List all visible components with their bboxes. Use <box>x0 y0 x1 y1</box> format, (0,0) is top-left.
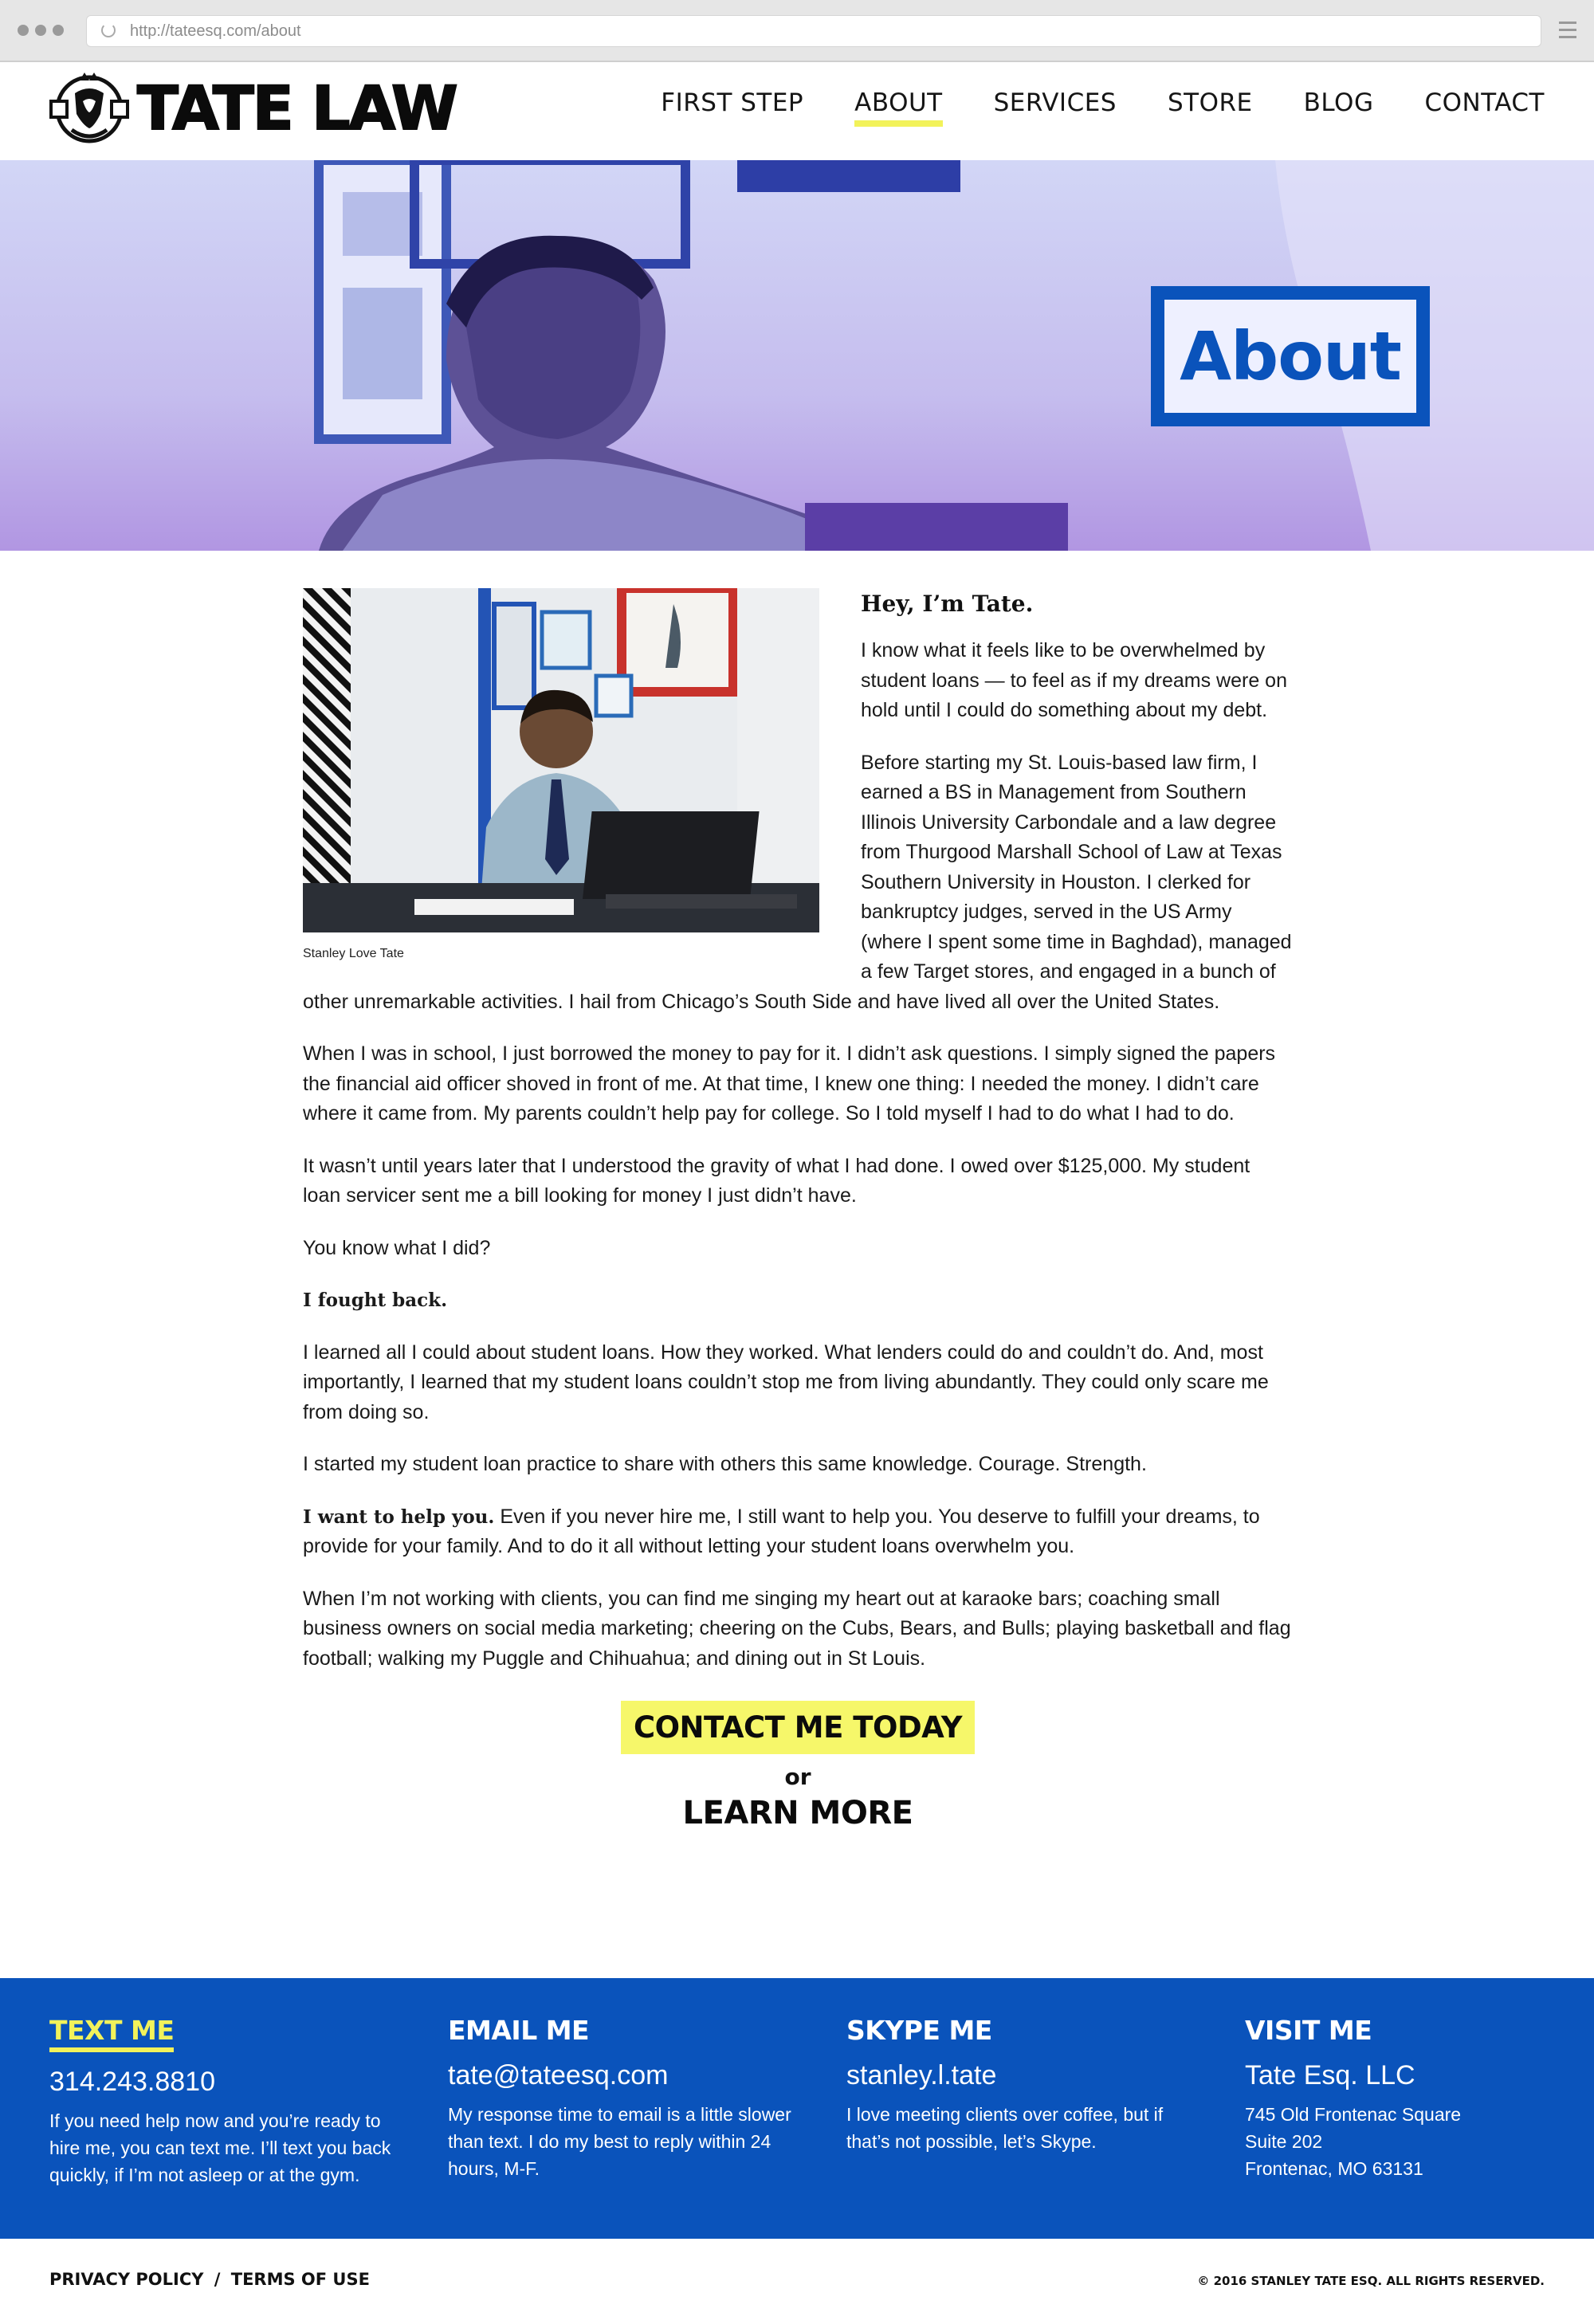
site-footer <box>0 1978 1594 2239</box>
paragraph-1: I know what it feels like to be overwhelmed by student loans — to feel as if my dreams were on hold until I could do something about my debt. <box>861 639 1287 721</box>
paragraph-10: When I’m not working with clients, you can find me singing my heart out at karaoke bars; coaching small business owners on social media marketing; cheering on the Cubs, Bears, and Bulls; playing basketball and flag football; walking my Puggle and Chihuahua; and dining out in St Louis. <box>303 1587 1291 1670</box>
lion-crest-icon <box>48 69 131 147</box>
browser-chrome <box>0 0 1594 62</box>
page-title: About <box>1180 317 1401 395</box>
paragraph-8: I started my student loan practice to share with others this same knowledge. Courage. Strength. <box>303 1453 1147 1475</box>
footer-heading-skype-me: SKYPE ME <box>846 2015 992 2046</box>
address-line-2: Suite 202 <box>1245 2131 1323 2152</box>
cta-block <box>303 1696 1293 1831</box>
window-close-dot[interactable] <box>18 25 29 36</box>
nav-first-step[interactable]: FIRST STEP <box>661 88 804 117</box>
footer-heading-visit-me: VISIT ME <box>1245 2015 1372 2046</box>
cta-or: or <box>784 1764 811 1790</box>
footer-email-me <box>448 2015 799 2182</box>
footer-heading-text-me: TEXT ME <box>49 2015 174 2052</box>
footer-text-desc: If you need help now and you’re ready to hire me, you can text me. I’ll text you back quickly, if I’m not asleep or at the gym. <box>49 2110 391 2185</box>
contact-me-today-button[interactable]: CONTACT ME TODAY <box>621 1701 975 1754</box>
paragraph-4: It wasn’t until years later that I understood the gravity of what I had done. I owed over $125,000. My student loan servicer sent me a bill looking for money I just didn’t have. <box>303 1154 1250 1207</box>
paragraph-2: Before starting my St. Louis-based law firm, I earned a BS in Management from Southern Illinois University Carbondale and a law degree from Thurgood Marshall School of Law at Texas Southern University in Houston. I clerked for bankruptcy judges, served in the US Army (where I spent some time in Baghdad), managed a few Target stores, and engaged in a bunch of other unremarkable activities. I hail from Chicago’s South Side and have lived all over the United States. <box>303 751 1292 1013</box>
footer-address <box>1245 2101 1594 2182</box>
paragraph-7: I learned all I could about student loans. How they worked. What lenders could do and couldn’t do. And, most importantly, I learned that my student loans couldn’t stop me from living abundantly. They could only scare me from doing so. <box>303 1341 1269 1423</box>
profile-photo <box>303 588 819 932</box>
nav-store[interactable]: STORE <box>1167 88 1253 117</box>
paragraph-6: I fought back. <box>303 1290 448 1311</box>
footer-firm-name: Tate Esq. LLC <box>1245 2060 1415 2090</box>
window-zoom-dot[interactable] <box>53 25 64 36</box>
window-minimize-dot[interactable] <box>35 25 46 36</box>
terms-of-use-link[interactable]: TERMS OF USE <box>230 2270 370 2289</box>
intro-heading: Hey, I’m Tate. <box>861 591 1034 617</box>
page-title-box <box>1151 286 1430 426</box>
site-logo[interactable] <box>48 69 457 147</box>
hero-banner <box>0 160 1594 551</box>
profile-figure <box>303 588 819 961</box>
footer-visit-me <box>1245 2015 1594 2182</box>
footer-heading-email-me: EMAIL ME <box>448 2015 590 2046</box>
address-line-3: Frontenac, MO 63131 <box>1245 2158 1423 2179</box>
footer-phone[interactable]: 314.243.8810 <box>49 2067 215 2097</box>
window-controls <box>18 25 64 36</box>
brand-name: TATE LAW <box>137 73 457 143</box>
paragraph-3: When I was in school, I just borrowed the money to pay for it. I didn’t ask questions. I simply signed the papers the financial aid officer shoved in front of me. At that time, I knew one thing: I needed the money. I didn’t care where it came from. My parents couldn’t help pay for college. So I told myself I had to do what I had to do. <box>303 1042 1276 1125</box>
footer-email[interactable]: tate@tateesq.com <box>448 2060 669 2090</box>
nav-about[interactable]: ABOUT <box>854 88 942 124</box>
paragraph-9 <box>303 1502 1293 1562</box>
footer-email-desc: My response time to email is a little slower than text. I do my best to reply within 24 hours, M-F. <box>448 2104 791 2179</box>
reload-icon[interactable] <box>101 23 116 37</box>
paragraph-9-rest: Even if you never hire me, I still want to help you. You deserve to fulfill your dreams, to provide for your family. And to do it all without letting your student loans overwhelm you. <box>303 1505 1260 1557</box>
main-nav <box>661 88 1545 124</box>
footer-skype[interactable]: stanley.l.tate <box>846 2060 997 2090</box>
about-content <box>303 588 1293 1831</box>
copyright-text: © 2016 STANLEY TATE ESQ. ALL RIGHTS RESERVED. <box>1197 2274 1545 2288</box>
legal-separator: / <box>214 2270 221 2289</box>
footer-skype-desc: I love meeting clients over coffee, but if that’s not possible, let’s Skype. <box>846 2104 1164 2152</box>
photo-caption: Stanley Love Tate <box>303 947 404 960</box>
address-line-1: 745 Old Frontenac Square <box>1245 2104 1462 2125</box>
learn-more-link[interactable]: LEARN MORE <box>682 1795 913 1831</box>
footer-skype-me <box>846 2015 1197 2155</box>
address-bar[interactable] <box>86 15 1541 47</box>
footer-text-me <box>49 2015 400 2189</box>
browser-menu-icon[interactable] <box>1559 22 1576 43</box>
legal-bar <box>0 2239 1594 2324</box>
legal-links <box>49 2270 370 2289</box>
nav-services[interactable]: SERVICES <box>993 88 1117 117</box>
paragraph-5: You know what I did? <box>303 1236 491 1259</box>
url-text[interactable]: http://tateesq.com/about <box>130 22 301 40</box>
paragraph-9-lead: I want to help you. <box>303 1505 495 1528</box>
nav-blog[interactable]: BLOG <box>1303 88 1374 117</box>
site-header <box>0 62 1594 160</box>
privacy-policy-link[interactable]: PRIVACY POLICY <box>49 2270 204 2289</box>
nav-contact[interactable]: CONTACT <box>1424 88 1545 117</box>
